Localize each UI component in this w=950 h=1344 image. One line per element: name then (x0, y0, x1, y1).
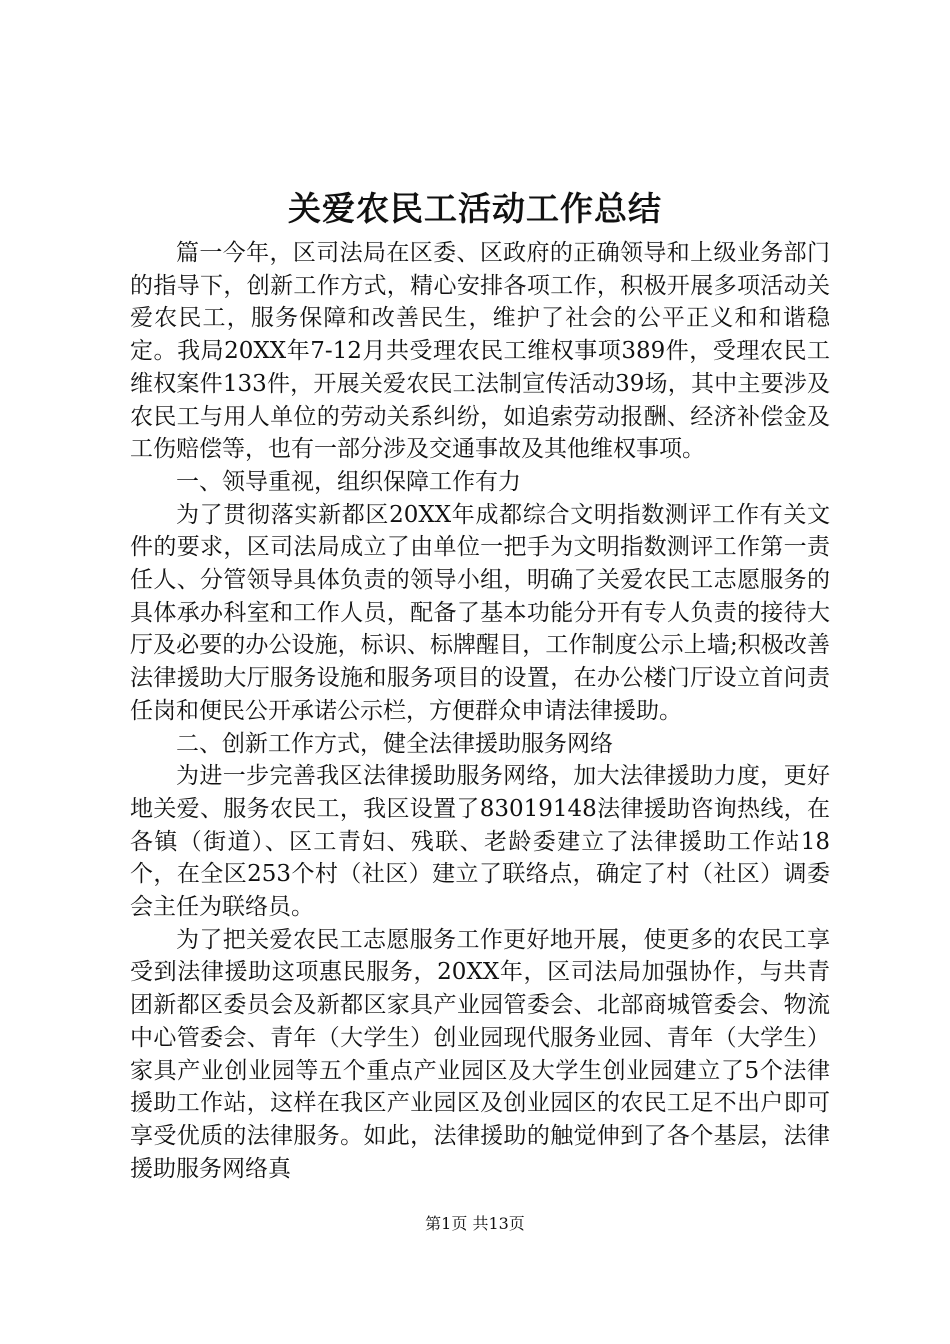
paragraph-intro: 篇一今年，区司法局在区委、区政府的正确领导和上级业务部门的指导下，创新工作方式，精心安排各项工作，积极开展多项活动关爱农民工，服务保障和改善民生，维护了社会的公平正义和和谐稳定。我局20XX年7-12月共受理农民工维权事项389件，受理农民工维权案件133件，开展关爱农民工法制宣传活动39场，其中主要涉及农民工与用人单位的劳动关系纠纷，如追索劳动报酬、经济补偿金及工伤赔偿等，也有一部分涉及交通事故及其他维权事项。 (130, 240, 830, 463)
section-heading-2: 二、创新工作方式，健全法律援助服务网络 (176, 730, 613, 757)
document-title: 关爱农民工活动工作总结 (288, 189, 662, 228)
paragraph-section-2a: 为进一步完善我区法律援助服务网络，加大法律援助力度，更好地关爱、服务农民工，我区设置了83019148法律援助咨询热线，在各镇（街道）、区工青妇、残联、老龄委建立了法律援助工作站18个，在全区253个村（社区）建立了联络点，确定了村（社区）调委会主任为联络员。 (130, 763, 830, 921)
document-body (130, 237, 830, 1185)
section-heading-1: 一、领导重视，组织保障工作有力 (176, 468, 521, 495)
paragraph-section-2b: 为了把关爱农民工志愿服务工作更好地开展，使更多的农民工享受到法律援助这项惠民服务，20XX年，区司法局加强协作，与共青团新都区委员会及新都区家具产业园管委会、北部商城管委会、物流中心管委会、青年（大学生）创业园现代服务业园、青年（大学生）家具产业创业园等五个重点产业园区及大学生创业园建立了5个法律援助工作站，这样在我区产业园区及创业园区的农民工足不出户即可享受优质的法律服务。如此，法律援助的触觉伸到了各个基层，法律援助服务网络真 (130, 926, 830, 1182)
paragraph-section-1: 为了贯彻落实新都区20XX年成都综合文明指数测评工作有关文件的要求，区司法局成立了由单位一把手为文明指数测评工作第一责任人、分管领导具体负责的领导小组，明确了关爱农民工志愿服务的具体承办科室和工作人员，配备了基本功能分开有专人负责的接待大厅及必要的办公设施，标识、标牌醒目，工作制度公示上墙;积极改善法律援助大厅服务设施和服务项目的设置，在办公楼门厅设立首问责任岗和便民公开承诺公示栏，方便群众申请法律援助。 (130, 501, 830, 724)
page-number-footer: 第1页 共13页 (425, 1214, 525, 1233)
